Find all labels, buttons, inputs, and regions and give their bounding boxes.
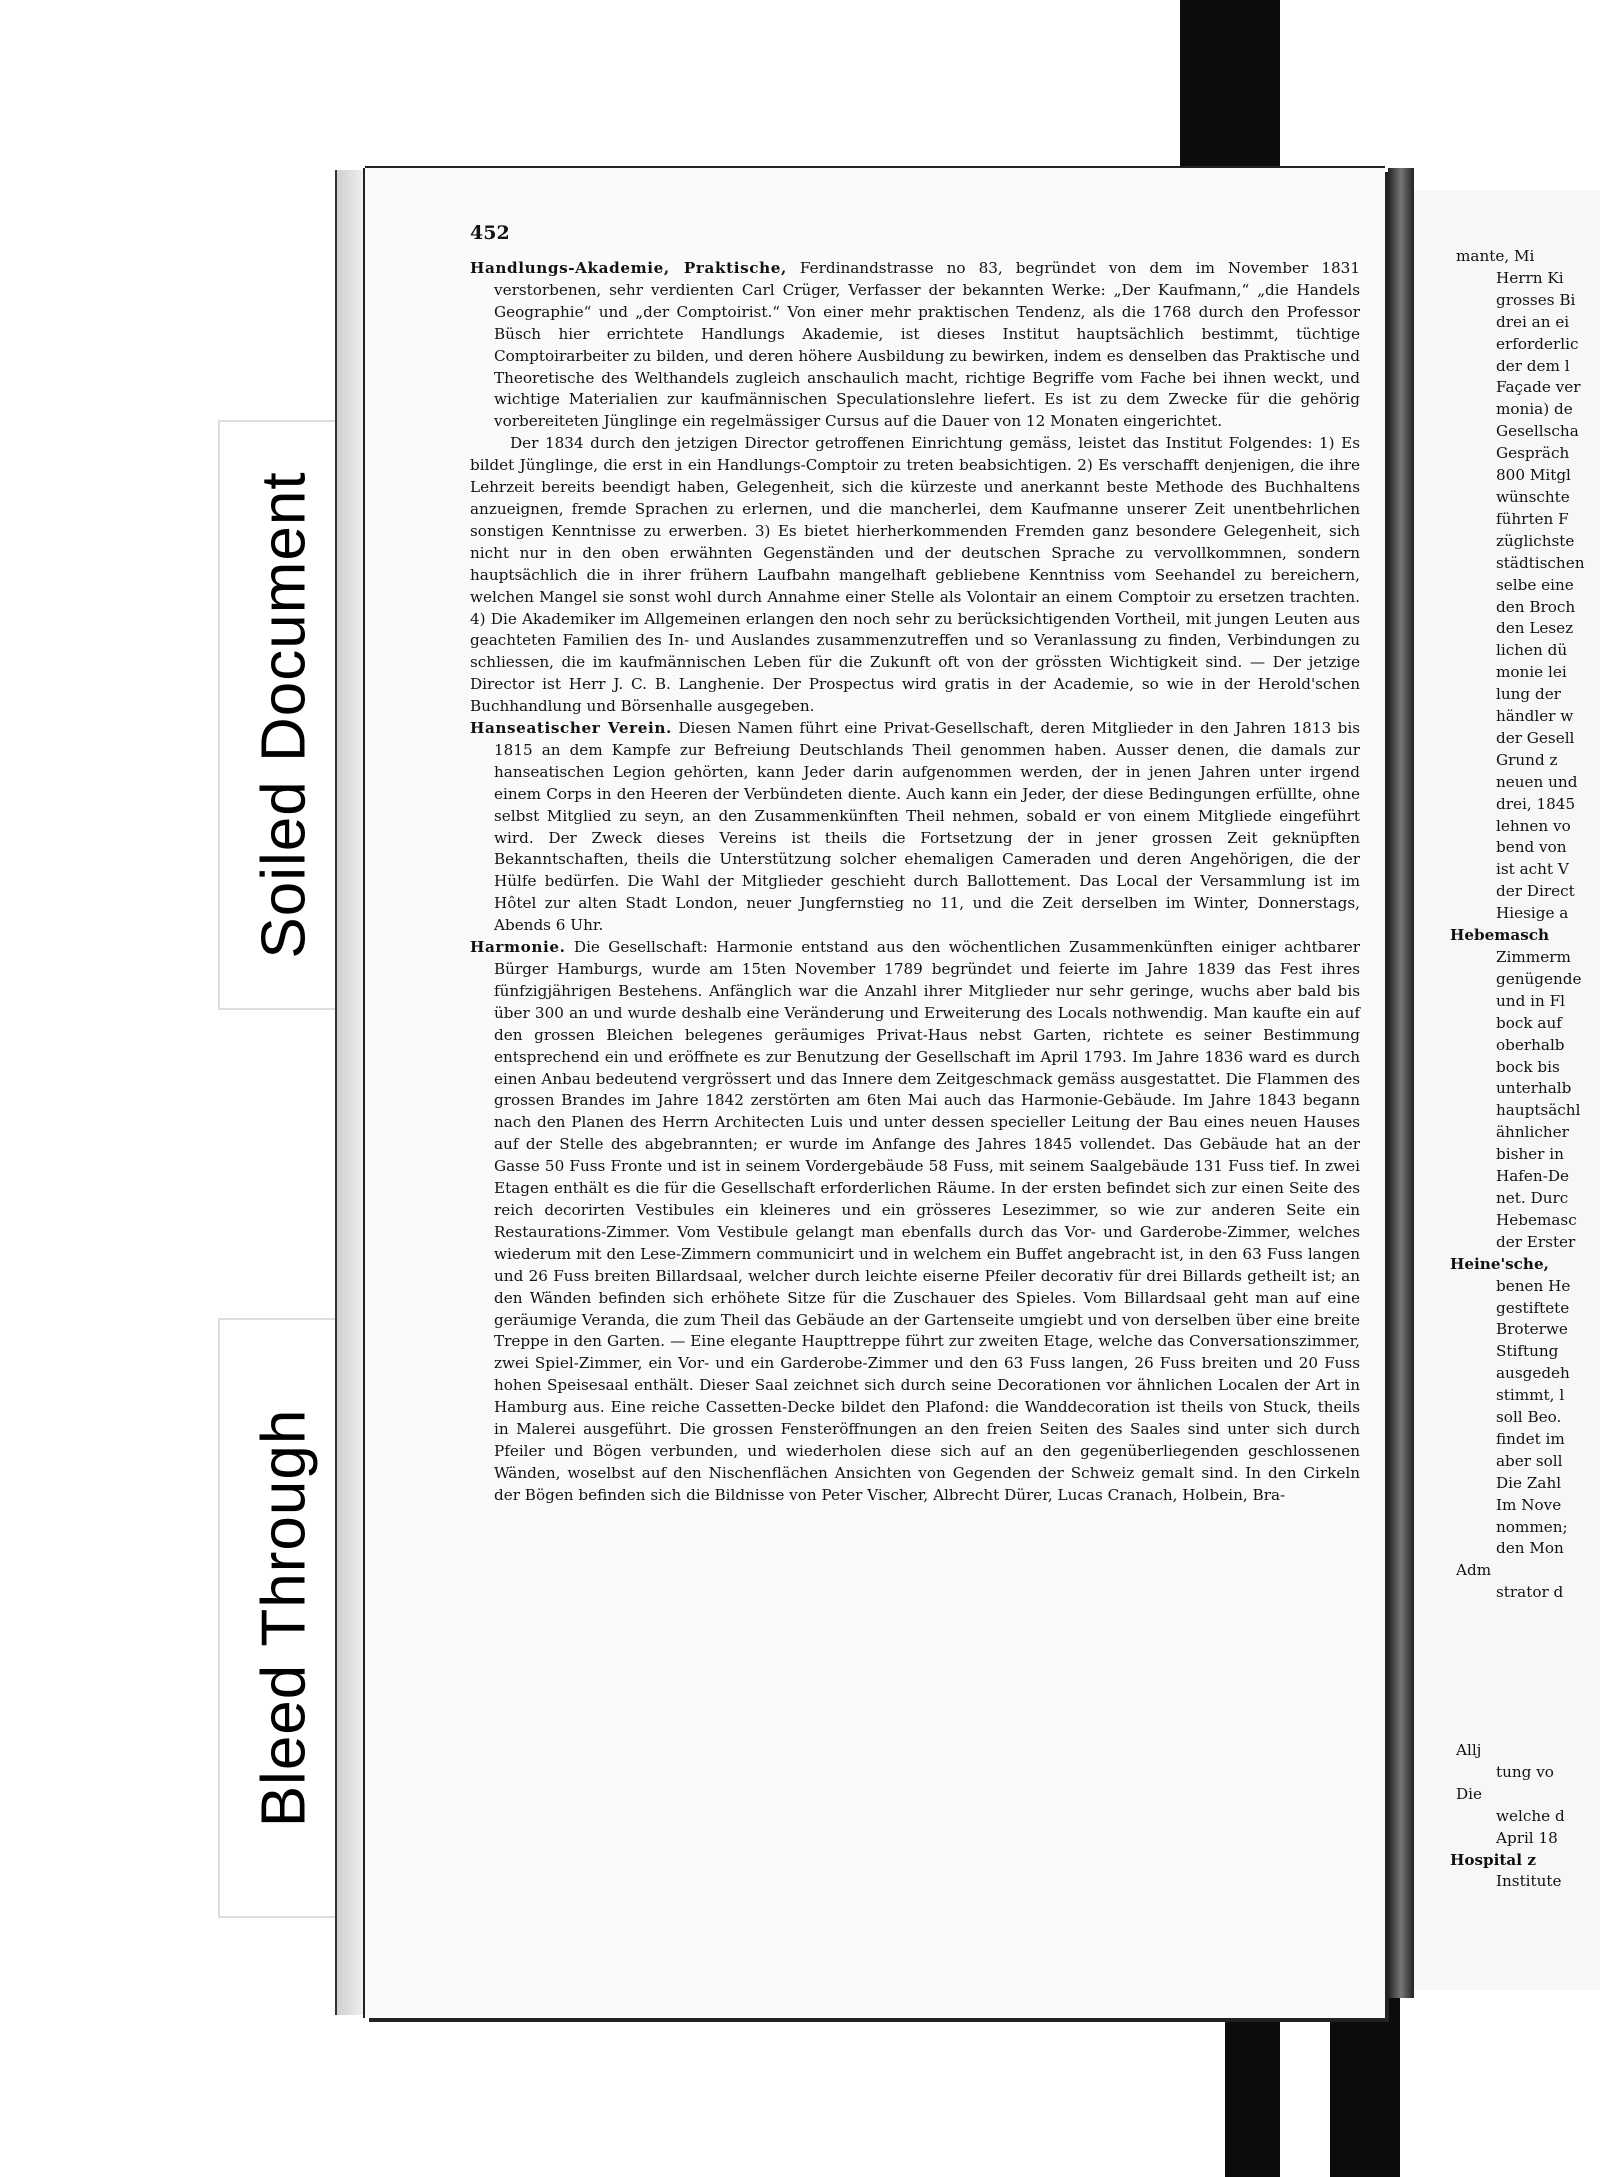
facing-page-line: gestiftete bbox=[1496, 1298, 1570, 1317]
facing-page-line: Die bbox=[1456, 1784, 1483, 1803]
facing-page-line: bend von bbox=[1496, 838, 1567, 857]
facing-page-line: Hafen-De bbox=[1496, 1167, 1569, 1186]
page-number: 452 bbox=[470, 222, 510, 244]
facing-page-line: und in Fl bbox=[1496, 991, 1565, 1010]
facing-page-line: lehnen vo bbox=[1496, 816, 1571, 835]
facing-page-line: Hebemasch bbox=[1450, 926, 1550, 945]
entry-paragraph bbox=[470, 718, 1360, 937]
entry-paragraph bbox=[470, 258, 1360, 433]
facing-page-line: findet im bbox=[1496, 1429, 1565, 1448]
bleed-through-label: Bleed Through bbox=[249, 1408, 319, 1828]
facing-page-line: züglichste bbox=[1496, 531, 1575, 550]
facing-page-line: Heine'sche, bbox=[1450, 1254, 1549, 1273]
facing-page-line: den Mon bbox=[1496, 1539, 1564, 1558]
entry-text: Ferdinandstrasse no 83, begründet von dem im November 1831 verstorbenen, sehr verdienten Carl Crüger, Verfasser der bekannten Werke: „Der Kaufmann,“ „die Handels Geographie“ und „der Comptoirist.“ Von einer mehr praktischen Tendenz, als die 1768 durch den Professor Büsch hier errichtete Handlungs Akademie, ist dieses Institut hauptsächlich bestimmt, tüchtige Comptoirarbeiter zu bilden, und deren höhere Ausbildung zu bewirken, indem es denselben das Praktische und Theoretische des Welthandels zugleich anschaulich macht, richtige Begriffe vom Fache bei ihnen weckt, und wichtige Materialien zur kaufmännischen Speculationslehre liefert. Es ist zu dem Zwecke für die gehörig vorbereiteten Jünglinge ein regelmässiger Cursus auf die Dauer von 12 Monaten eingerichtet. bbox=[494, 259, 1360, 431]
entry-subparagraph: Der 1834 durch den jetzigen Director getroffenen Einrichtung gemäss, leistet das Institut Folgendes: 1) Es bildet Jünglinge, die erst in ein Handlungs-Comptoir zu treten beabsichtigen. 2) Es verschafft denjenigen, die ihre Lehrzeit bereits beendigt haben, Gelegenheit, sich die kürzeste und anerkannt beste Methode des Buchhaltens anzueignen, fremde Sprachen zu erlernen, und die mancherlei, dem Kaufmanne unserer Zeit unentbehrlichen sonstigen Kenntnisse zu erwerben. 3) Es bietet hierherkommenden Fremden ganz besondere Gelegenheit, sich nicht nur in den oben erwähnten Gegenständen und der deutschen Sprache zu vervollkommnen, sondern hauptsächlich die in ihrer frühern Laufbahn mangelhaft gebliebene Kenntniss vom Seehandel zu bereichern, welchen Mangel sie sonst wohl durch Annahme einer Stelle als Volontair an einem Comptoir zu ersetzen trachten. 4) Die Akademiker im Allgemeinen erlangen den noch sehr zu berücksichtigenden Vortheil, mit jungen Leuten aus geachteten Familien des In- und Auslandes zusammenzutreffen und so Veranlassung zu finden, Verbindungen zu schliessen, die im kaufmännischen Leben für die Zukunft oft von der grössten Wichtigkeit sind. — Der jetzige Director ist Herr J. C. B. Langhenie. Der Prospectus wird gratis in der Academie, so wie in der Herold'schen Buchhandlung und Börsenhalle ausgegeben. bbox=[470, 434, 1360, 716]
facing-page-line: lichen dü bbox=[1496, 641, 1568, 660]
entry-text: Diesen Namen führt eine Privat-Gesellschaft, deren Mitglieder in den Jahren 1813 bis 1815 an dem Kampfe zur Befreiung Deutschlands Theil genommen haben. Ausser denen, die damals zur hanseatischen Legion gehörten, kann Jeder darin aufgenommen werden, der in jenen Jahren unter irgend einem Corps in den Heeren der Verbündeten diente. Auch kann ein Jeder, der diese Bedingungen erfüllte, ohne selbst Mitglied zu seyn, an den Zusammenkünften Theil nehmen, sobald er von einem Mitgliede eingeführt wird. Der Zweck dieses Vereins ist theils die Fortsetzung der in jener grossen Zeit geknüpften Bekanntschaften, theils die Unterstützung solcher ehemaligen Cameraden und deren Angehörigen, die der Hülfe bedürfen. Die Wahl der Mitglieder geschieht durch Ballottement. Das Local der Versammlung ist im Hôtel zur alten Stadt London, neuer Jungfernstieg no 11, und die Zeit derselben im Winter, Donnerstags, Abends 6 Uhr. bbox=[494, 719, 1360, 935]
facing-page-line: ist acht V bbox=[1496, 860, 1569, 879]
facing-page-line: Hebemasc bbox=[1496, 1210, 1577, 1229]
facing-page-line: den Broch bbox=[1496, 597, 1576, 616]
facing-page-line: welche d bbox=[1496, 1806, 1565, 1825]
facing-page-line: Institute bbox=[1496, 1872, 1562, 1891]
facing-page-line: unterhalb bbox=[1496, 1079, 1572, 1098]
facing-page-line: monie lei bbox=[1496, 663, 1567, 682]
facing-page-text-bottom bbox=[1450, 1740, 1600, 1893]
entry-text: Die Gesellschaft: Harmonie entstand aus den wöchentlichen Zusammenkünften einiger achtbarer Bürger Hamburgs, wurde am 15ten November 1789 begründet und feierte im Jahre 1839 das Fest ihres fünfzigjährigen Bestehens. Anfänglich war die Anzahl ihrer Mitglieder nur sehr geringe, wuchs aber bald bis über 300 an und wurde deshalb eine Veränderung und Erweiterung des Locals nothwendig. Man kaufte ein auf den grossen Bleichen belegenes geräumiges Privat-Haus nebst Garten, richtete es seiner Bestimmung entsprechend ein und eröffnete es zur Benutzung der Gesellschaft im April 1793. Im Jahre 1836 ward es durch einen Anbau bedeutend vergrössert und das Innere dem Zeitgeschmack gemäss ausgestattet. Die Flammen des grossen Brandes im Jahre 1842 zerstörten am 6ten Mai auch das Harmonie-Gebäude. Im Jahre 1843 begann nach den Planen des Herrn Architecten Luis und unter dessen specieller Leitung der Bau eines neuen Hauses auf der Stelle des abgebrannten; er wurde im Anfange des Jahres 1845 vollendet. Das Gebäude hat an der Gasse 50 Fuss Fronte und ist in seinem Vordergebäude 58 Fuss, mit seinem Saalgebäude 131 Fuss tief. In zwei Etagen enthält es die für die Gesellschaft erforderlichen Räume. In der ersten befindet sich zur einen Seite des reich decorirten Vestibules ein kleineres und ein grösseres Lesezimmer, so wie zur anderen Seite ein Restaurations-Zimmer. Vom Vestibule gelangt man ebenfalls durch das Vor- und Garderobe-Zimmer, welches wiederum mit den Lese-Zimmern communicirt und in welchem ein Buffet angebracht ist, in den 63 Fuss langen und 26 Fuss breiten Billardsaal, welcher durch leichte eiserne Pfeiler decorativ für drei Billards getheilt ist; an den Wänden befinden sich erhöhete Sitze für die Zuschauer des Spieles. Vom Billardsaal geht man auf eine geräumige Veranda, die zum Theil das Gebäude an der Gartenseite umgiebt und von derselben über eine breite Treppe in den Garten. — Eine elegante Haupttreppe führt zur zweiten Etage, welche das Conversationszimmer, zwei Spiel-Zimmer, ein Vor- und ein Garderobe-Zimmer und den 63 Fuss langen, 26 Fuss breiten und 20 Fuss hohen Speisesaal enthält. Dieser Saal zeichnet sich durch seine Decorationen vor ähnlichen Localen der Art in Hamburg aus. Eine reiche Cassetten-Decke bildet den Plafond: die Wanddecoration ist theils von Stuck, theils in Malerei ausgeführt. Die grossen Fensteröffnungen an den freien Seiten des Saales sind unter sich durch Pfeiler und Bögen verbunden, und wiederholen diese sich auf an den gegenüberliegenden geschlossenen Wänden, woselbst auf den Nischenflächen Ansichten von Gegenden der Schweiz gemalt sind. In den Cirkeln der Bögen befinden sich die Bildnisse von Peter Vischer, Albrecht Dürer, Lucas Cranach, Holbein, Bra- bbox=[494, 938, 1360, 1504]
facing-page-line: drei, 1845 bbox=[1496, 794, 1576, 813]
facing-page-line: Allj bbox=[1456, 1741, 1482, 1759]
facing-page-line: strator d bbox=[1496, 1583, 1564, 1602]
facing-page-line: drei an ei bbox=[1496, 312, 1570, 331]
facing-page-line: Façade ver bbox=[1496, 378, 1581, 397]
facing-page-line: Hospital z bbox=[1450, 1850, 1536, 1869]
book-gutter bbox=[1388, 168, 1414, 1998]
facing-page-line: grosses Bi bbox=[1496, 290, 1576, 309]
facing-page-line: net. Durc bbox=[1496, 1188, 1569, 1207]
facing-page-line: genügende bbox=[1496, 969, 1582, 988]
facing-page-line: führten F bbox=[1496, 509, 1569, 528]
facing-page-line: hauptsächl bbox=[1496, 1101, 1581, 1120]
facing-page-line: benen He bbox=[1496, 1276, 1571, 1295]
facing-page-line: der Gesell bbox=[1496, 728, 1575, 747]
facing-page-line: tung vo bbox=[1496, 1762, 1554, 1781]
facing-page-line: der dem l bbox=[1496, 356, 1570, 375]
page-edge bbox=[335, 170, 367, 2015]
facing-page-line: aber soll bbox=[1496, 1451, 1563, 1470]
facing-page-text bbox=[1450, 246, 1600, 1604]
facing-page-line: stimmt, l bbox=[1496, 1386, 1565, 1405]
bleed-through-tab bbox=[218, 1318, 348, 1918]
facing-page-line: erforderlic bbox=[1496, 334, 1579, 353]
facing-page-line: städtischen bbox=[1496, 553, 1585, 572]
facing-page-line: bisher in bbox=[1496, 1145, 1564, 1164]
facing-page-line: händler w bbox=[1496, 707, 1574, 726]
facing-page-line: Stiftung bbox=[1496, 1342, 1559, 1361]
facing-page-line: Hiesige a bbox=[1496, 904, 1569, 923]
facing-page-line: Adm bbox=[1456, 1561, 1492, 1580]
facing-page-line: 800 Mitgl bbox=[1496, 466, 1571, 485]
facing-page-line: bock auf bbox=[1496, 1013, 1562, 1032]
facing-page-line: den Lesez bbox=[1496, 619, 1574, 638]
facing-page-line: Gesellscha bbox=[1496, 422, 1579, 441]
facing-page-line: soll Beo. bbox=[1496, 1408, 1562, 1427]
soiled-document-tab bbox=[218, 420, 348, 1010]
facing-page-line: monia) de bbox=[1496, 400, 1573, 419]
page-body bbox=[470, 258, 1360, 1507]
facing-page-line: ausgedeh bbox=[1496, 1364, 1570, 1383]
facing-page-line: Im Nove bbox=[1496, 1495, 1562, 1514]
facing-page-line: Die Zahl bbox=[1496, 1473, 1562, 1492]
facing-page-line: neuen und bbox=[1496, 772, 1578, 791]
facing-page-line: der Direct bbox=[1496, 882, 1575, 901]
entry-paragraph bbox=[470, 937, 1360, 1507]
entry-heading: Hanseatischer Verein. bbox=[470, 719, 672, 738]
facing-page-line: Gespräch bbox=[1496, 444, 1570, 463]
entry-heading: Harmonie. bbox=[470, 938, 566, 957]
entry-heading: Handlungs-Akademie, Praktische, bbox=[470, 259, 787, 277]
facing-page-line: Broterwe bbox=[1496, 1320, 1568, 1339]
facing-page-line: wünschte bbox=[1496, 487, 1570, 506]
facing-page-line: oberhalb bbox=[1496, 1035, 1565, 1054]
facing-page-line: selbe eine bbox=[1496, 575, 1574, 594]
facing-page-line: Herrn Ki bbox=[1496, 268, 1564, 287]
facing-page-line: nommen; bbox=[1496, 1517, 1568, 1536]
facing-page-line: der Erster bbox=[1496, 1232, 1576, 1251]
soiled-document-label: Soiled Document bbox=[249, 471, 319, 959]
facing-page-line: mante, Mi bbox=[1456, 247, 1535, 265]
facing-page-line: April 18 bbox=[1496, 1828, 1558, 1847]
facing-page-line: Zimmerm bbox=[1496, 948, 1571, 966]
facing-page-line: Grund z bbox=[1496, 750, 1558, 769]
facing-page-line: bock bis bbox=[1496, 1057, 1560, 1076]
facing-page-line: lung der bbox=[1496, 685, 1561, 704]
facing-page-line: ähnlicher bbox=[1496, 1123, 1569, 1142]
